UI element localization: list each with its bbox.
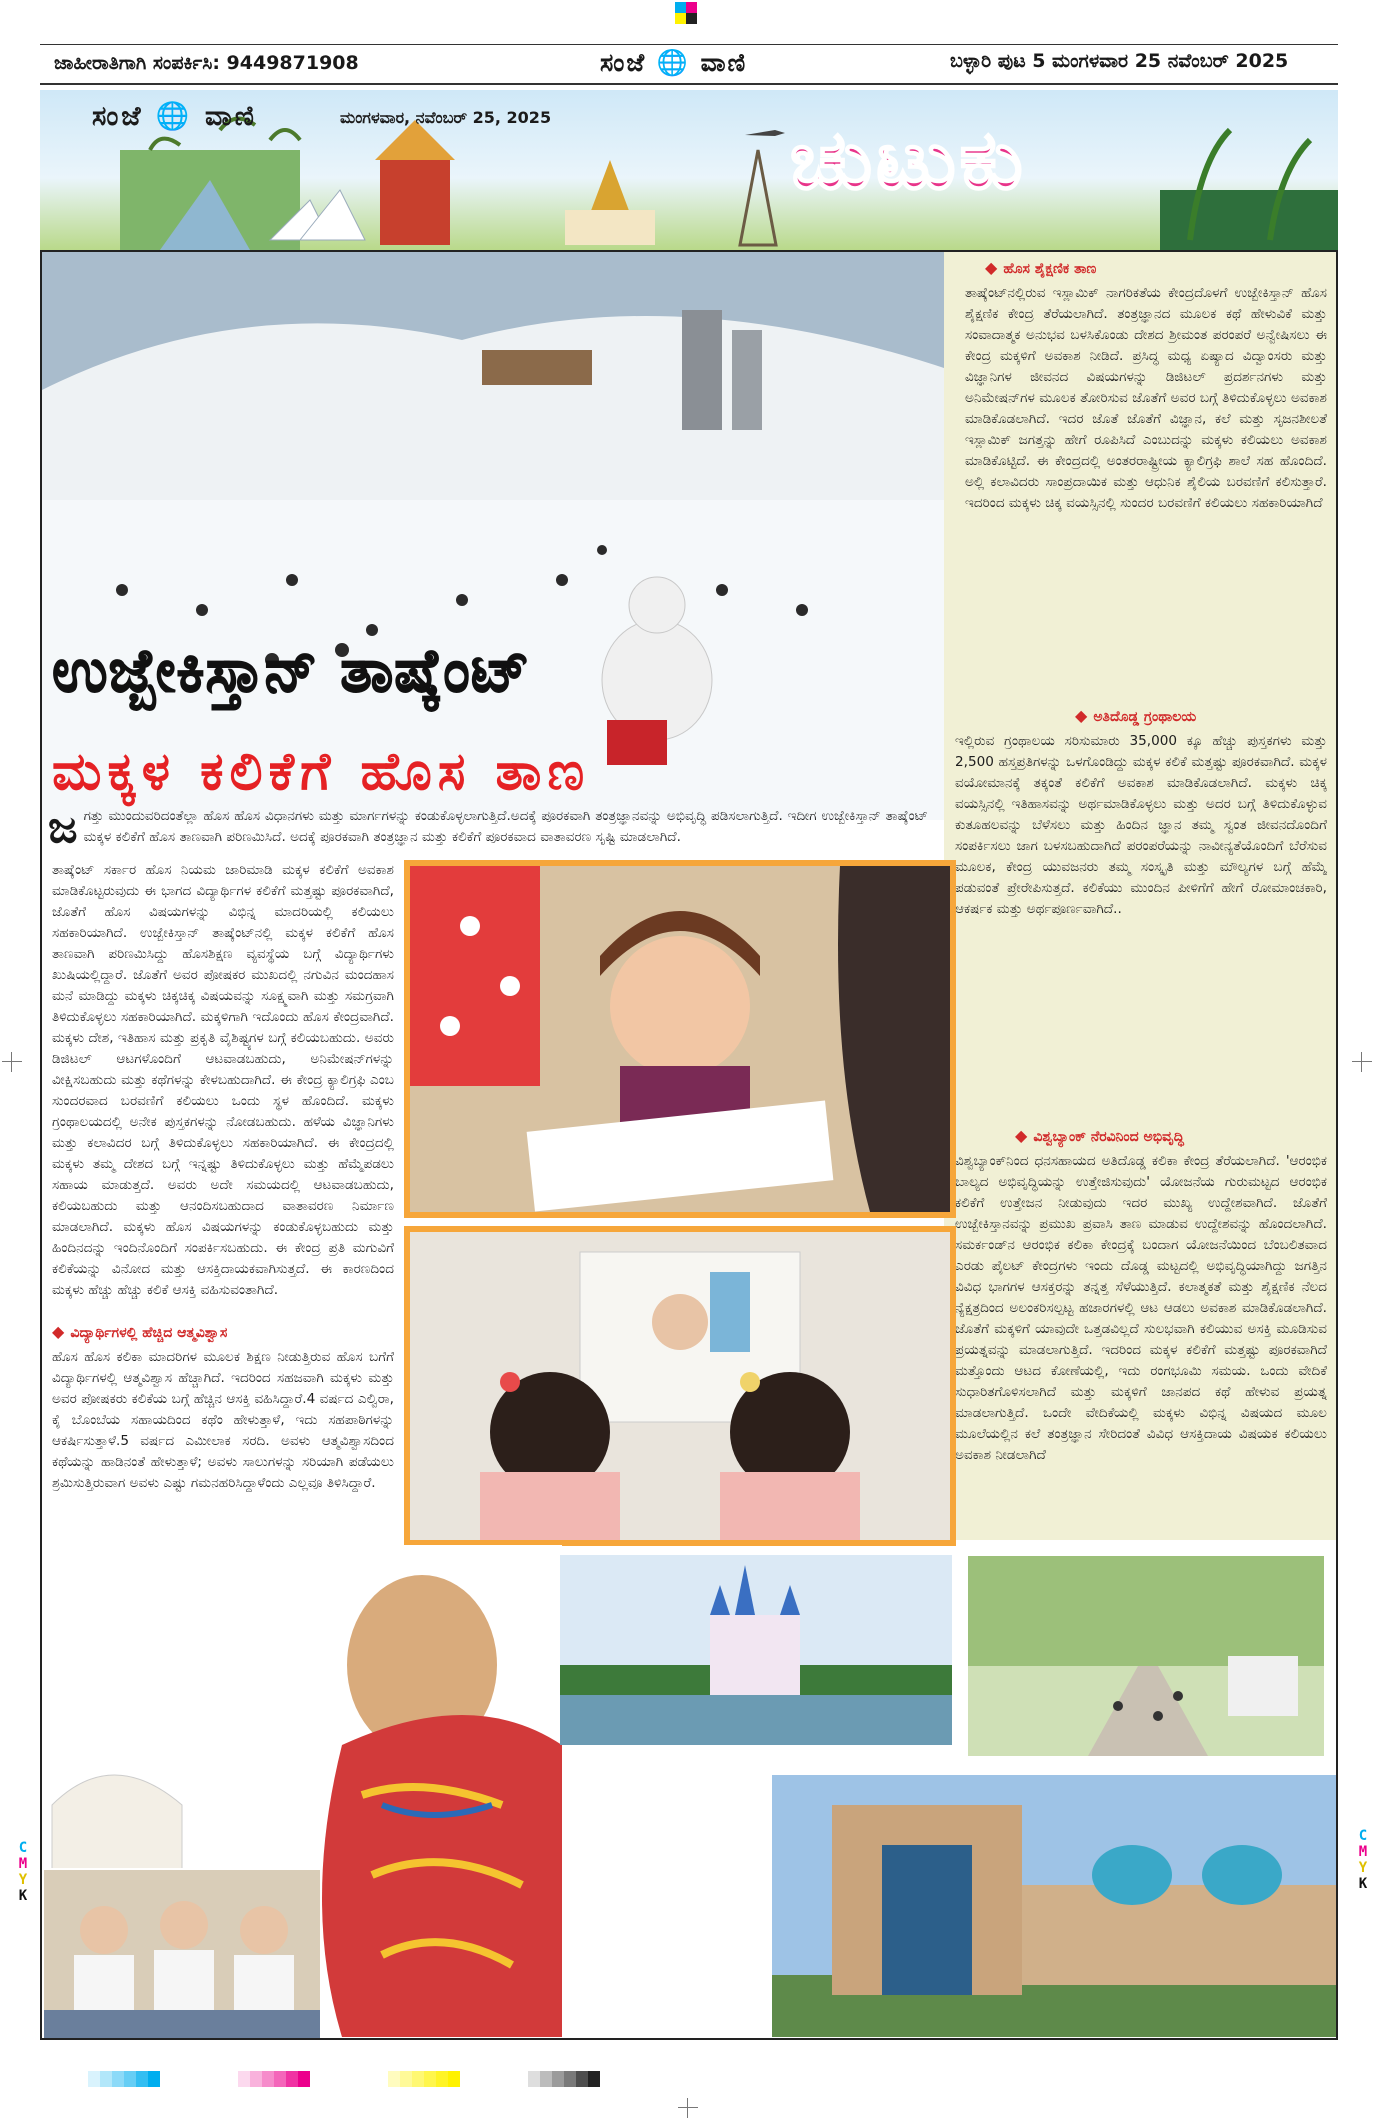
intro-text: ಗತ್ತು ಮುಂದುವರಿದಂತೆಲ್ಲಾ ಹೊಸ ಹೊಸ ವಿಧಾನಗಳು ಮತ್ತು ಮಾರ್ಗಗಳನ್ನು ಕಂಡುಕೊಳ್ಳಲಾಗುತ್ತಿದೆ.ಅದಕ್ಕೆ ಪೂರಕವಾಗಿ ತಂತ್ರಜ್ಞಾನವನ್ನು ಅಭಿವೃದ್ಧಿ ಪಡಿಸಲಾಗುತ್ತಿದೆ. ಇದೀಗ ಉಜ್ಬೇಕಿಸ್ತಾನ್ ತಾಷ್ಕೆಂಟ್ ಮಕ್ಕಳ ಕಲಿಕೆಗೆ ಹೊಸ ತಾಣವಾಗಿ ಪರಿಣಮಿಸಿದೆ. ಅದಕ್ಕೆ ಪೂರಕವಾಗಿ ತಂತ್ರಜ್ಞಾನ ಮತ್ತು ಕಲಿಕೆಗೆ ಪೂರಕವಾದ ವಾತಾವರಣ ಸೃಷ್ಟಿ ಮಾಡಲಾಗಿದೆ. (83, 808, 928, 845)
sidebar-section-1-title: ಹೊಸ ಶೈಕ್ಷಣಿಕ ತಾಣ (1003, 261, 1097, 277)
masthead-logo: ಸಂಜೆ 🌐 ವಾಣಿ (600, 48, 748, 77)
cmyk-top-mark (675, 2, 697, 24)
confidence-title: ವಿದ್ಯಾರ್ಥಿಗಳಲ್ಲಿ ಹೆಚ್ಚಿದ ಆತ್ಮವಿಶ್ವಾಸ (70, 1325, 228, 1341)
color-target-icon (675, 2, 697, 24)
sidebar-section-3-title: ವಿಶ್ವಬ್ಯಾಂಕ್ ನೆರವಿನಿಂದ ಅಭಿವೃದ್ಧಿ (1033, 1129, 1184, 1145)
cmyk-k: K (1358, 1876, 1368, 1892)
sidebar-section-1-text: ತಾಷ್ಕೆಂಟ್‌ನಲ್ಲಿರುವ ಇಸ್ಲಾಮಿಕ್ ನಾಗರಿಕತೆಯ ಕೇಂದ್ರದೊಳಗೆ ಉಜ್ಬೇಕಿಸ್ತಾನ್ ಹೊಸ ಶೈಕ್ಷಣಿಕ ಕೇಂದ್ರ ತೆರೆಯಲಾಗಿದೆ. ತಂತ್ರಜ್ಞಾನದ ಮೂಲಕ ಕಥೆ ಹೇಳುವಿಕೆ ಮತ್ತು ಸಂವಾದಾತ್ಮಕ ಅನುಭವ ಬಳಸಿಕೊಂಡು ದೇಶದ ಶ್ರೀಮಂತ ಪರಂಪರೆ ಅನ್ವೇಷಿಸಲು ಈ ಕೇಂದ್ರ ಮಕ್ಕಳಿಗೆ ಅವಕಾಶ ನೀಡಿದೆ. ಪ್ರಸಿದ್ಧ ಮಧ್ಯ ಏಷ್ಯಾದ ವಿದ್ವಾಂಸರು ಮತ್ತು ವಿಜ್ಞಾನಿಗಳ ಜೀವನದ ವಿಷಯಗಳನ್ನು ಡಿಜಿಟಲ್ ಪ್ರದರ್ಶನಗಳು ಮತ್ತು ಅನಿಮೇಷನ್‌ಗಳ ಮೂಲಕ ತೋರಿಸುವ ಜೊತೆಗೆ ಅವರ ಬಗ್ಗೆ ತಿಳಿದುಕೊಳ್ಳಲು ಅವಕಾಶ ಮಾಡಿಕೊಡಲಾಗಿದೆ. ಇದರ ಜೊತೆ ಜೊತೆಗೆ ವಿಜ್ಞಾನ, ಕಲೆ ಮತ್ತು ಸೃಜನಶೀಲತೆ ಇಸ್ಲಾಮಿಕ್ ಜಗತ್ತನ್ನು ಹೇಗೆ ರೂಪಿಸಿದೆ ಎಂಬುದನ್ನು ಮಕ್ಕಳು ಕಲಿಯಲು ಅವಕಾಶ ಮಾಡಿಕೊಟ್ಟಿದೆ. ಈ ಕೇಂದ್ರದಲ್ಲಿ ಅಂತರರಾಷ್ಟ್ರೀಯ ಕ್ಯಾಲಿಗ್ರಫಿ ಶಾಲೆ ಸಹ ಹೊಂದಿದೆ. ಅಲ್ಲಿ ಕಲಾವಿದರು ಸಾಂಪ್ರದಾಯಿಕ ಮತ್ತು ಆಧುನಿಕ ಶೈಲಿಯ ಬರವಣಿಗೆ ಕಲಿಸುತ್ತಾರೆ. ಇದರಿಂದ ಮಕ್ಕಳು ಚಿಕ್ಕ ವಯಸ್ಸಿನಲ್ಲಿ ಸುಂದರ ಬರವಣಿಗೆ ಕಲಿಯಲು ಸಹಕಾರಿಯಾಗಿದೆ (965, 285, 1327, 511)
confidence-text: ಹೊಸ ಹೊಸ ಕಲಿಕಾ ಮಾದರಿಗಳ ಮೂಲಕ ಶಿಕ್ಷಣ ನೀಡುತ್ತಿರುವ ಹೊಸ ಬಗೆಗೆ ವಿದ್ಯಾರ್ಥಿಗಳಲ್ಲಿ ಆತ್ಮವಿಶ್ವಾಸ ಹೆಚ್ಚಾಗಿದೆ. ಇದರಿಂದ ಸಹಜವಾಗಿ ಮಕ್ಕಳು ಮತ್ತು ಅವರ ಪೋಷಕರು ಕಲಿಕೆಯ ಬಗ್ಗೆ ಹೆಚ್ಚಿನ ಆಸಕ್ತಿ ವಹಿಸಿದ್ದಾರೆ.4 ವರ್ಷದ ಎಲ್ವಿರಾ, ಕೈ ಬೊಂಬೆಯ ಸಹಾಯದಿಂದ ಕಥೆಂ ಹೇಳುತ್ತಾಳೆ, ಇದು ಸಹಪಾಠಿಗಳನ್ನು ಆಕರ್ಷಿಸುತ್ತಾಳೆ.5 ವರ್ಷದ ಎಮೀಲಾಕ ಸರದಿ. ಅವಳು ಆತ್ಮವಿಶ್ವಾಸದಿಂದ ಕಥೆಯನ್ನು ಹಾಡಿನಂತೆ ಹೇಳುತ್ತಾಳೆ; ಅವಳು ಸಾಲುಗಳನ್ನು ಸರಿಯಾಗಿ ಪಡೆಯಲು ಶ್ರಮಿಸುತ್ತಿರುವಾಗ ಅವಳು ಎಷ್ಟು ಗಮನಹರಿಸಿದ್ದಾಳೆಂದು ಎಲ್ಲವೂ ತಿಳಿಸಿದ್ದಾರೆ. (52, 1349, 394, 1491)
cmyk-y: Y (18, 1872, 28, 1888)
section-title: ಚುಟುಕು (790, 113, 1027, 208)
sidebar-section-2-title: ಅತಿದೊಡ್ಡ ಗ್ರಂಥಾಲಯ (1093, 709, 1197, 725)
registration-mark-right (1352, 1052, 1372, 1072)
diamond-bullet-icon: ◆ (52, 1322, 65, 1341)
cmyk-m: M (18, 1856, 28, 1872)
color-bars (88, 2071, 628, 2087)
cmyk-side-mark-right (1352, 1828, 1374, 1892)
diamond-bullet-icon: ◆ (985, 258, 998, 277)
cmyk-side-mark-left (12, 1840, 34, 1904)
page-frame (40, 250, 1338, 2040)
color-bar-strip (88, 2071, 628, 2087)
cmyk-k: K (18, 1888, 28, 1904)
article-headline: ಉಜ್ಬೇಕಿಸ್ತಾನ್ ತಾಷ್ಕೆಂಟ್ (52, 636, 531, 706)
cmyk-c: C (1358, 1828, 1368, 1844)
drop-cap: ಜ (48, 802, 78, 853)
registration-mark-left (2, 1052, 22, 1072)
article-body: ತಾಷ್ಕೆಂಟ್ ಸರ್ಕಾರ ಹೊಸ ನಿಯಮ ಜಾರಿಮಾಡಿ ಮಕ್ಕಳ ಕಲಿಕೆಗೆ ಅವಕಾಶ ಮಾಡಿಕೊಟ್ಟರುವುದು ಈ ಭಾಗದ ವಿದ್ಯಾರ್ಥಿಗಳ ಕಲಿಕೆಗೆ ಮತ್ತಷ್ಟು ಪೂರಕವಾಗಿದೆ, ಜೊತೆಗೆ ಹೊಸ ವಿಷಯಗಳನ್ನು ವಿಭಿನ್ನ ಮಾದರಿಯಲ್ಲಿ ಕಲಿಯಲು ಸಹಕಾರಿಯಾಗಿದೆ. ಉಜ್ಬೇಕಿಸ್ತಾನ್ ತಾಷ್ಕೆಂಟ್‌ನಲ್ಲಿ ಮಕ್ಕಳ ಕಲಿಕೆಗೆ ಹೊಸ ತಾಣವಾಗಿ ಪರಿಣಮಿಸಿದ್ದು ಹೊಸಶಿಕ್ಷಣ ವ್ಯವಸ್ಥೆಯ ಬಗ್ಗೆ ವಿದ್ಯಾರ್ಥಿಗಳು ಖುಷಿಯಲ್ಲಿದ್ದಾರೆ. ಜೊತೆಗೆ ಅವರ ಪೋಷಕರ ಮುಖದಲ್ಲಿ ನಗುವಿನ ಮಂದಹಾಸ ಮನೆ ಮಾಡಿದ್ದು ಮಕ್ಕಳು ಚಿಕ್ಕಚಿಕ್ಕ ವಿಷಯವನ್ನು ಸೂಕ್ಷ್ಮವಾಗಿ ಮತ್ತು ಸಮಗ್ರವಾಗಿ ತಿಳಿದುಕೊಳ್ಳಲು ಸಹಕಾರಿಯಾಗಿದೆ. ಮಕ್ಕಳಿಗಾಗಿ ಇದೊಂದು ಹೊಸ ಕೇಂದ್ರವಾಗಿದೆ. ಮಕ್ಕಳು ದೇಶ, ಇತಿಹಾಸ ಮತ್ತು ಪ್ರಕೃತಿ ವೈಶಿಷ್ಟ್ಯಗಳ ಬಗ್ಗೆ ಕಲಿಯಬಹುದು. ಅವರು ಡಿಜಿಟಲ್ ಆಟಗಳೊಂದಿಗೆ ಆಟವಾಡಬಹುದು, ಅನಿಮೇಷನ್‌ಗಳನ್ನು ವೀಕ್ಷಿಸಬಹುದು ಮತ್ತು ಕಥೆಗಳನ್ನು ಕೇಳಬಹುದಾಗಿದೆ. ಈ ಕೇಂದ್ರ ಕ್ಯಾಲಿಗ್ರಫಿ ಎಂಬ ಸುಂದರವಾದ ಬರವಣಿಗೆ ಕಲಿಯಲು ಒಂದು ಸ್ಥಳ ಹೊಂದಿದೆ. ಮಕ್ಕಳು ಗ್ರಂಥಾಲಯದಲ್ಲಿ ಅನೇಕ ಪುಸ್ತಕಗಳನ್ನು ನೋಡಬಹುದು. ಹಳೆಯ ವಿಜ್ಞಾನಿಗಳು ಮತ್ತು ಕಲಾವಿದರ ಬಗ್ಗೆ ತಿಳಿದುಕೊಳ್ಳಲು ಸಹಕಾರಿಯಾಗಿದೆ. ಈ ಕೇಂದ್ರದಲ್ಲಿ ಮಕ್ಕಳು ತಮ್ಮ ದೇಶದ ಬಗ್ಗೆ ಇನ್ನಷ್ಟು ತಿಳಿದುಕೊಳ್ಳಲು ಮತ್ತು ಹೆಮ್ಮೆಪಡಲು ಸಹಾಯ ಮಾಡುತ್ತದೆ. ಅವರು ಅದೇ ಸಮಯದಲ್ಲಿ ಆಟವಾಡಬಹುದು, ಕಲಿಯಬಹುದು ಮತ್ತು ಆನಂದಿಸಬಹುದಾದ ವಾತಾವರಣ ನಿರ್ಮಾಣ ಮಾಡಲಾಗಿದೆ. ಮಕ್ಕಳು ಹೊಸ ವಿಷಯಗಳನ್ನು ಕಂಡುಕೊಳ್ಳಬಹುದು ಮತ್ತು ಹಿಂದಿನದನ್ನು ಇಂದಿನೊಂದಿಗೆ ಸಂಪರ್ಕಿಸಬಹುದು. ಈ ಕೇಂದ್ರ ಪ್ರತಿ ಮಗುವಿಗೆ ಕಲಿಕೆಯನ್ನು ವಿನೋದ ಮತ್ತು ಆಸಕ್ತಿದಾಯಕವಾಗಿಸುತ್ತದೆ. ಈ ಕಾರಣದಿಂದ ಮಕ್ಕಳು ಹೆಚ್ಚು ಹೆಚ್ಚು ಕಲಿಕೆ ಆಸಕ್ತಿ ವಹಿಸುವಂತಾಗಿದೆ. (52, 862, 394, 1298)
diamond-bullet-icon: ◆ (1075, 706, 1088, 725)
ad-contact: ಜಾಹೀರಾತಿಗಾಗಿ ಸಂಪರ್ಕಿಸಿ: 9449871908 (54, 52, 359, 74)
sidebar-section-3-text: ವಿಶ್ವಬ್ಯಾಂಕ್‌ನಿಂದ ಧನಸಹಾಯದ ಅತಿದೊಡ್ಡ ಕಲಿಕಾ ಕೇಂದ್ರ ತೆರೆಯಲಾಗಿದೆ. 'ಆರಂಭಿಕ ಬಾಲ್ಯದ ಅಭಿವೃದ್ಧಿಯನ್ನು ಉತ್ತೇಜಿಸುವುದು' ಯೋಜನೆಯ ಗುರುಮಟ್ಟದ ಆರಂಭಿಕ ಕಲಿಕೆಗೆ ಉತ್ತೇಜನ ನೀಡುವುದು ಇದರ ಮುಖ್ಯ ಉದ್ದೇಶವಾಗಿದೆ. ಜೊತೆಗೆ ಉಜ್ಬೇಕಿಸ್ತಾನವನ್ನು ಪ್ರಮುಖ ಪ್ರವಾಸಿ ತಾಣ ಮಾಡುವ ಉದ್ದೇಶವನ್ನು ಹೊಂದಲಾಗಿದೆ. ಸಮರ್ಕಂಡ್‌ನ ಆರಂಭಿಕ ಕಲಿಕಾ ಕೇಂದ್ರಕ್ಕೆ ಬಂದಾಗ ಯೋಜನೆಯಿಂದ ಬೆಂಬಲಿತವಾದ ಎರಡು ಪೈಲಟ್ ಕೇಂದ್ರಗಳು ಇಂದು ದೊಡ್ಡ ಮಟ್ಟದಲ್ಲಿ ಅಭಿವೃದ್ಧಿಯಾಗಿದ್ದು ಜಗತ್ತಿನ ವಿವಿಧ ಭಾಗಗಳ ಆಸಕ್ತರನ್ನು ತನ್ನತ್ತ ಸೆಳೆಯುತ್ತಿದೆ. ಕಲಾತ್ಮಕತೆ ಮತ್ತು ಶೈಕ್ಷಣಿಕ ನೆಲದ ನ್ಯೆಕ್ಷತ್ರದಿಂದ ಅಲಂಕರಿಸಲ್ಪಟ್ಟ ಹಜಾರಗಳಲ್ಲಿ ಆಟ ಆಡಲು ಅವಕಾಶ ಮಾಡಿಕೊಡಲಾಗಿದೆ. ಜೊತೆಗೆ ಮಕ್ಕಳಿಗೆ ಯಾವುದೇ ಒತ್ತಡವಿಲ್ಲದೆ ಸುಲಭವಾಗಿ ಕಲಿಯುವ ಅಸಕ್ತಿ ಮೂಡಿಸುವ ಪ್ರಯತ್ನವನ್ನು ಮಾಡಲಾಗುತ್ತಿದೆ. ಇದರಿಂದ ಮಕ್ಕಳ ಕಲಿಕೆಗೆ ಮತ್ತಷ್ಟು ಪೂರಕವಾಗಿದೆ ಮತ್ತೊಂದು ಆಟದ ಕೋಣೆಯಲ್ಲಿ, ಇದು ರಂಗಭೂಮಿ ಸಮಯ. ಒಂದು ವೇದಿಕೆ ಸುಧಾರಿತಗೊಳಿಸಲಾಗಿದೆ ಮತ್ತು ಮಕ್ಕಳಿಗೆ ಜಾನಪದ ಕಥೆ ಹೇಳುವ ಪ್ರಯತ್ನ ಮಾಡಲಾಗುತ್ತಿದೆ. ಒಂದೇ ವೇದಿಕೆಯಲ್ಲಿ ಮಕ್ಕಳು ವಿಭಿನ್ನ ವಿಷಯದ ಮೂಲ ಮೂಲೆಯಲ್ಲಿನ ಕಲೆ ತಂತ್ರಜ್ಞಾನ ಸೇರಿದಂತೆ ವಿವಿಧ ಆಸಕ್ತಿದಾಯ ವಿಷಯಕ ಕಲಿಯಲು ಅವಕಾಶ ನೀಡಲಾಗಿದೆ (955, 1153, 1327, 1463)
sidebar-section-2-text: ಇಲ್ಲಿರುವ ಗ್ರಂಥಾಲಯ ಸರಿಸುಮಾರು 35,000 ಕ್ಕೂ ಹೆಚ್ಚು ಪುಸ್ತಕಗಳು ಮತ್ತು 2,500 ಹಸ್ತಪ್ರತಿಗಳನ್ನು ಒಳಗೊಂಡಿದ್ದು ಮಕ್ಕಳ ಕಲಿಕೆ ಮತ್ತಷ್ಟು ಪೂರಕವಾಗಿದೆ. ಮಕ್ಕಳ ವಯೋಮಾನಕ್ಕೆ ತಕ್ಕಂತೆ ಕಲಿಕೆಗೆ ಅವಕಾಶ ಮಾಡಿಕೊಡಲಾಗಿದೆ. ಮಕ್ಕಳು ಚಿಕ್ಕ ವಯಸ್ಸಿನಲ್ಲಿ ಇತಿಹಾಸವನ್ನು ಅರ್ಥಮಾಡಿಕೊಳ್ಳಲು ಮತ್ತು ಅದರ ಬಗ್ಗೆ ತಿಳಿದುಕೊಳ್ಳುವ ಕುತೂಹಲವನ್ನು ಬೆಳೆಸಲು ಮತ್ತು ಹಿಂದಿನ ಜ್ಞಾನ ತಮ್ಮ ಸ್ವಂತ ಜೀವನದೊಂದಿಗೆ ಸಂಪರ್ಕಿಸಲು ಜಾಗ ಬಳಸಬಹುದಾಗಿದೆ ಪರಂಪರೆಯನ್ನು ನಾವೀನ್ಯತೆಯೊಂದಿಗೆ ಬೆರೆಸುವ ಮೂಲಕ, ಕೇಂದ್ರ ಯುವಜನರು ತಮ್ಮ ಸಂಸ್ಕೃತಿ ಮತ್ತು ಮೌಲ್ಯಗಳ ಬಗ್ಗೆ ಹೆಮ್ಮೆ ಪಡುವಂತೆ ಪ್ರೇರೇಪಿಸುತ್ತದೆ. ಕಲಿಕೆಯು ಮುಂದಿನ ಪೀಳಿಗೆಗೆ ಹೇಗೆ ರೋಮಾಂಚಕಾರಿ, ಆಕರ್ಷಕ ಮತ್ತು ಅರ್ಥಪೂರ್ಣವಾಗಿದೆ.. (955, 733, 1327, 917)
diamond-bullet-icon: ◆ (1015, 1126, 1028, 1145)
banner-date: ಮಂಗಳವಾರ, ನವೆಂಬರ್ 25, 2025 (340, 108, 552, 127)
banner-logo: ಸಂಜೆ 🌐 ವಾಣಿ (92, 101, 257, 132)
cmyk-y: Y (1358, 1860, 1368, 1876)
cmyk-c: C (18, 1840, 28, 1856)
article-subheadline: ಮಕ್ಕಳ ಕಲಿಕೆಗೆ ಹೊಸ ತಾಣ (52, 742, 591, 802)
edition-info: ಬಳ್ಳಾರಿ ಪುಟ 5 ಮಂಗಳವಾರ 25 ನವೆಂಬರ್ 2025 (950, 50, 1289, 72)
cmyk-m: M (1358, 1844, 1368, 1860)
registration-mark-bottom (678, 2098, 698, 2118)
